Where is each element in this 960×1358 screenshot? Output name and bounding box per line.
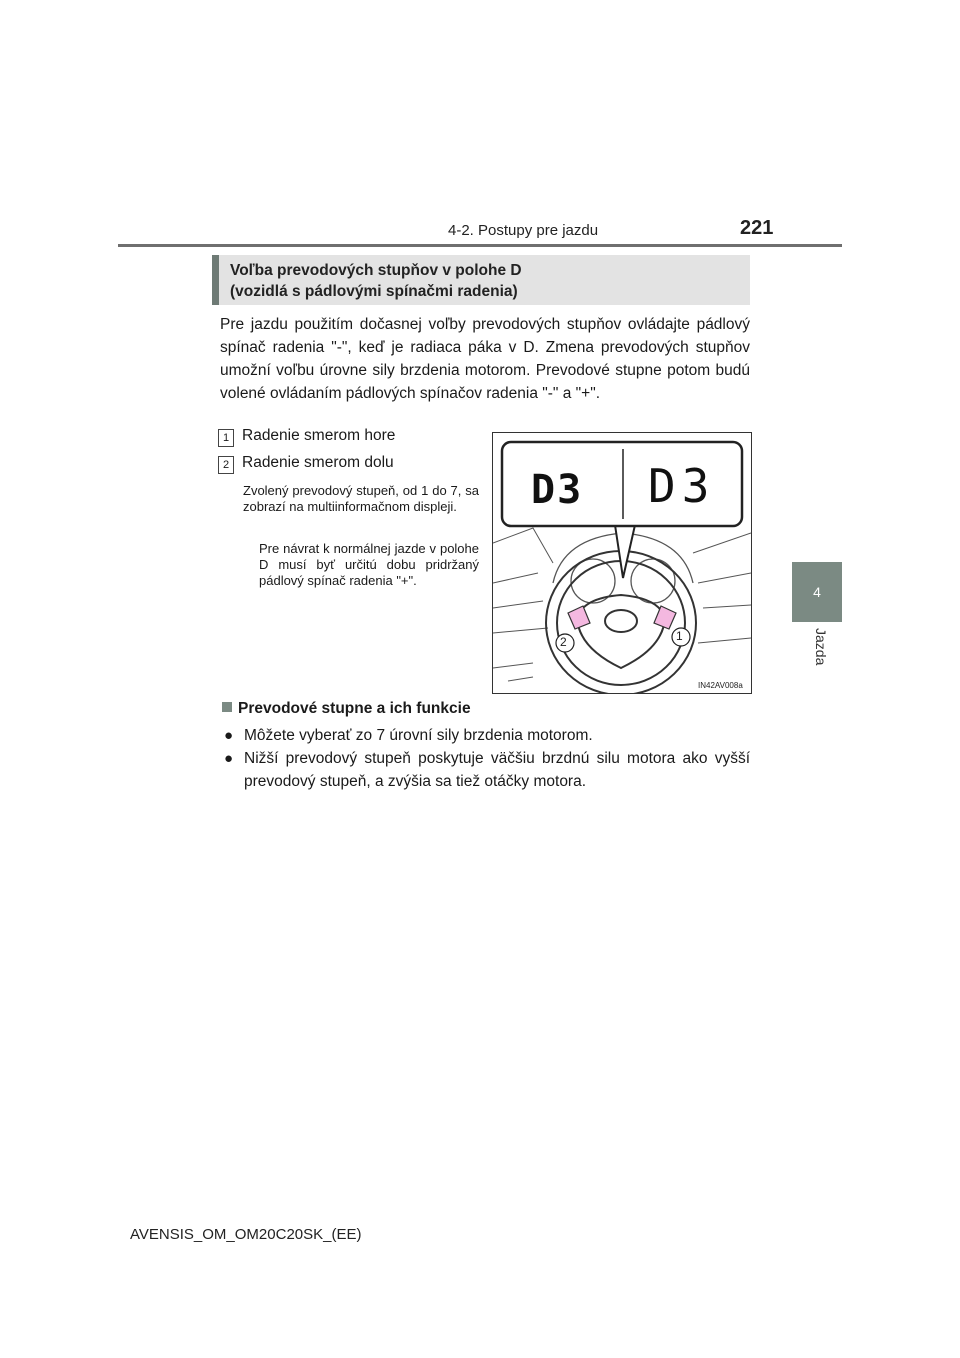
chapter-label: Jazda xyxy=(813,628,829,666)
section-heading-box xyxy=(212,255,750,305)
bullet-text-1: Môžete vyberať zo 7 úrovní sily brzdenia motorom. xyxy=(244,727,593,744)
paddle-shift-illustration xyxy=(492,432,752,694)
return-to-d-note: Pre návrat k normálnej jazde v polohe D musí byť určitú dobu pridržaný pádlový spínač radenia "+". xyxy=(259,541,479,588)
section-title xyxy=(230,260,522,302)
figure-marker-1: 1 xyxy=(676,629,683,643)
chapter-number: 4 xyxy=(813,584,821,600)
figure-marker-2: 2 xyxy=(560,635,567,649)
display-left: D3 xyxy=(531,467,584,513)
bullet-text-2: Nižší prevodový stupeň poskytuje väčšiu brzdnú silu motora ako vyšší prevodový stupeň, a zvýšia sa tiež otáčky motora. xyxy=(244,750,750,790)
page-number: 221 xyxy=(740,217,774,239)
bullet-item-2 xyxy=(224,747,750,793)
subsection-heading xyxy=(222,700,471,718)
header-divider xyxy=(118,244,842,247)
section-title-line1: Voľba prevodových stupňov v polohe D xyxy=(230,262,522,279)
intro-paragraph: Pre jazdu použitím dočasnej voľby prevodových stupňov ovládajte pádlový spínač radenia "-", keď je radiaca páka v D. Zmena prevodových stupňov umožní voľbu úrovne sily brzdenia motorom. Prevodové stupne potom budú volené ovládaním pádlových spínačov radenia "-" a "+". xyxy=(220,316,750,402)
gear-display-note: Zvolený prevodový stupeň, od 1 do 7, sa zobrazí na multiinformačnom displeji. xyxy=(243,483,479,514)
header-section-title: 4-2. Postupy pre jazdu xyxy=(448,222,599,239)
round-bullet-icon: ● xyxy=(224,750,234,767)
chapter-tab xyxy=(792,562,842,622)
document-code-footer: AVENSIS_OM_OM20C20SK_(EE) xyxy=(130,1226,362,1243)
callout-number-1: 1 xyxy=(218,429,234,447)
figure-code: IN42AV008a xyxy=(698,681,743,690)
square-bullet-icon xyxy=(222,702,232,712)
callout-number-2: 2 xyxy=(218,456,234,474)
round-bullet-icon: ● xyxy=(224,727,234,744)
section-heading-accent xyxy=(212,255,219,305)
section-title-line2: (vozidlá s pádlovými spínačmi radenia) xyxy=(230,283,518,300)
callout-label-2: Radenie smerom dolu xyxy=(242,454,394,471)
display-right: D3 xyxy=(648,459,716,513)
callout-label-1: Radenie smerom hore xyxy=(242,427,396,444)
subsection-title: Prevodové stupne a ich funkcie xyxy=(238,700,471,717)
bullet-item-1 xyxy=(224,724,750,747)
